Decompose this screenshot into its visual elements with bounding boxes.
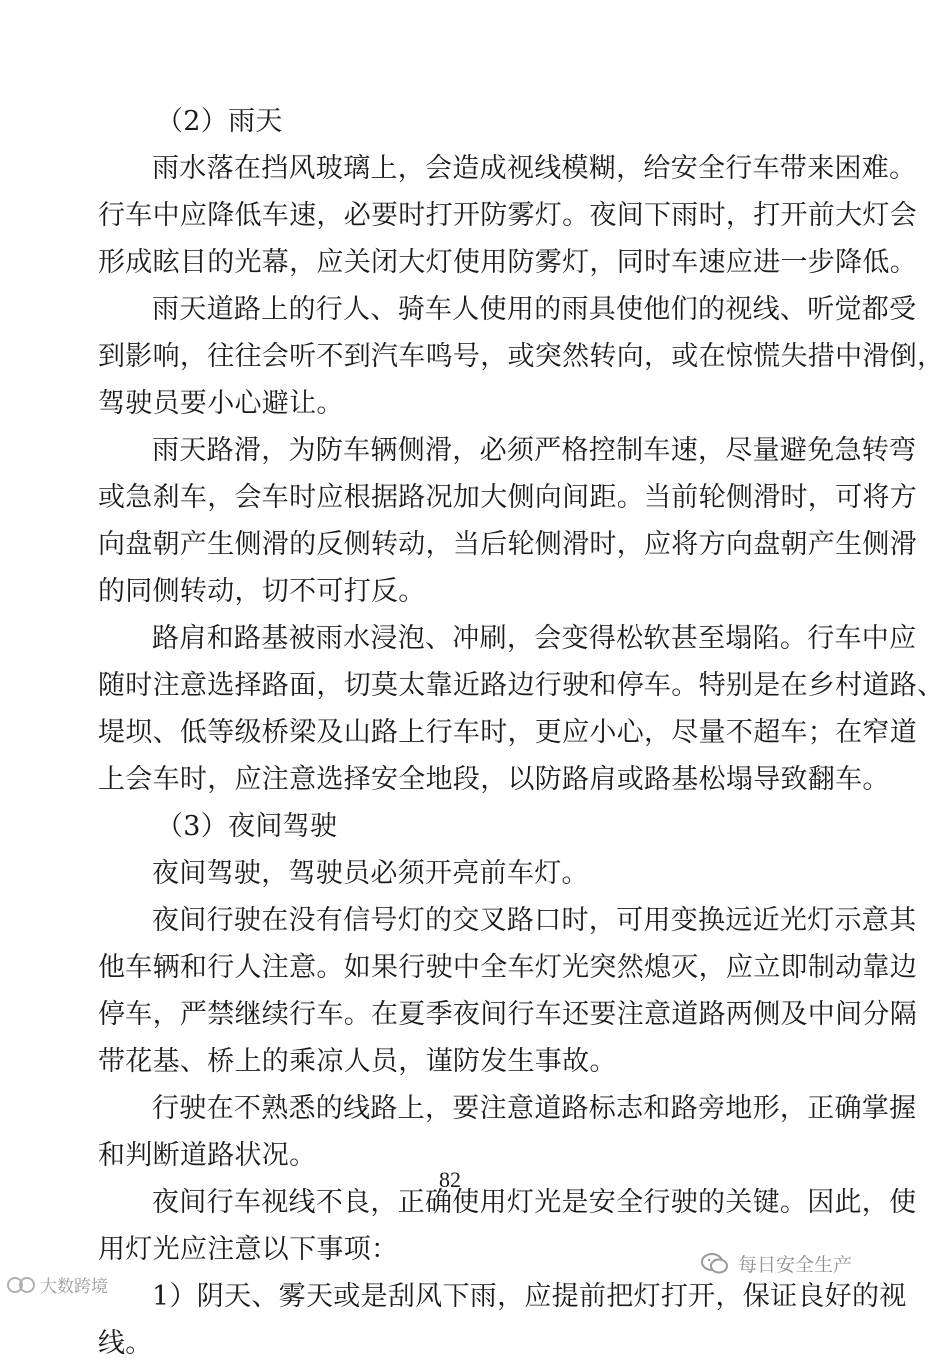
list-item-line: 1）阴天、雾天或是刮风下雨，应提前把灯打开，保证良好的视 [152,1281,907,1312]
paragraph-line: 雨水落在挡风玻璃上，会造成视线模糊，给安全行车带来困难。 [152,153,917,184]
paragraph-line: 夜间驾驶，驾驶员必须开亮前车灯。 [152,858,589,889]
paragraph-line: 行驶在不熟悉的线路上，要注意道路标志和路旁地形，正确掌握 [152,1093,917,1124]
paragraph-line: 他车辆和行人注意。如果行驶中全车灯光突然熄灭，应立即制动靠边 [98,952,917,983]
paragraph-line: 向盘朝产生侧滑的反侧转动，当后轮侧滑时，应将方向盘朝产生侧滑 [98,529,917,560]
paragraph-line: 夜间行车视线不良，正确使用灯光是安全行驶的关键。因此，使 [152,1187,917,1218]
paragraph-line: 堤坝、低等级桥梁及山路上行车时，更应小心，尽量不超车；在窄道 [98,717,917,748]
paragraph-line: 雨天路滑，为防车辆侧滑，必须严格控制车速，尽量避免急转弯 [152,435,917,466]
paragraph-line: 随时注意选择路面，切莫太靠近路边行驶和停车。特别是在乡村道路、 [98,670,944,701]
paragraph-line: 形成眩目的光幕，应关闭大灯使用防雾灯，同时车速应进一步降低。 [98,247,917,278]
section-heading-rainy: （2）雨天 [156,106,283,137]
paragraph-line: 到影响，往往会听不到汽车鸣号，或突然转向，或在惊慌失措中滑倒， [98,341,944,372]
paragraph-line: 和判断道路状况。 [98,1140,317,1171]
section-heading-night: （3）夜间驾驶 [156,811,338,842]
paragraph-line: 用灯光应注意以下事项： [98,1234,399,1265]
paragraph-line: 行车中应降低车速，必要时打开防雾灯。夜间下雨时，打开前大灯会 [98,200,917,231]
paragraph-line: 的同侧转动，切不可打反。 [98,576,426,607]
watermark-left [6,1272,108,1297]
watermark-left-text: 大数跨境 [40,1277,108,1297]
paragraph-line: 带花基、桥上的乘凉人员，谨防发生事故。 [98,1046,617,1077]
paragraph-line: 上会车时，应注意选择安全地段，以防路肩或路基松塌导致翻车。 [98,764,890,795]
paragraph-line: 雨天道路上的行人、骑车人使用的雨具使他们的视线、听觉都受 [152,294,917,325]
wechat-icon [700,1251,730,1277]
paragraph-line: 停车，严禁继续行车。在夏季夜间行车还要注意道路两侧及中间分隔 [98,999,917,1030]
watermark-right-text: 每日安全生产 [738,1254,853,1276]
list-item-line: 线。 [98,1328,153,1359]
paragraph-line: 路肩和路基被雨水浸泡、冲刷，会变得松软甚至塌陷。行车中应 [152,623,917,654]
brand-logo-icon [6,1274,36,1296]
page-number: 82 [439,1167,461,1192]
paragraph-line: 夜间行驶在没有信号灯的交叉路口时，可用变换远近光灯示意其 [152,905,917,936]
paragraph-line: 或急刹车，会车时应根据路况加大侧向间距。当前轮侧滑时，可将方 [98,482,917,513]
watermark-right [700,1250,852,1277]
paragraph-line: 驾驶员要小心避让。 [98,388,344,419]
